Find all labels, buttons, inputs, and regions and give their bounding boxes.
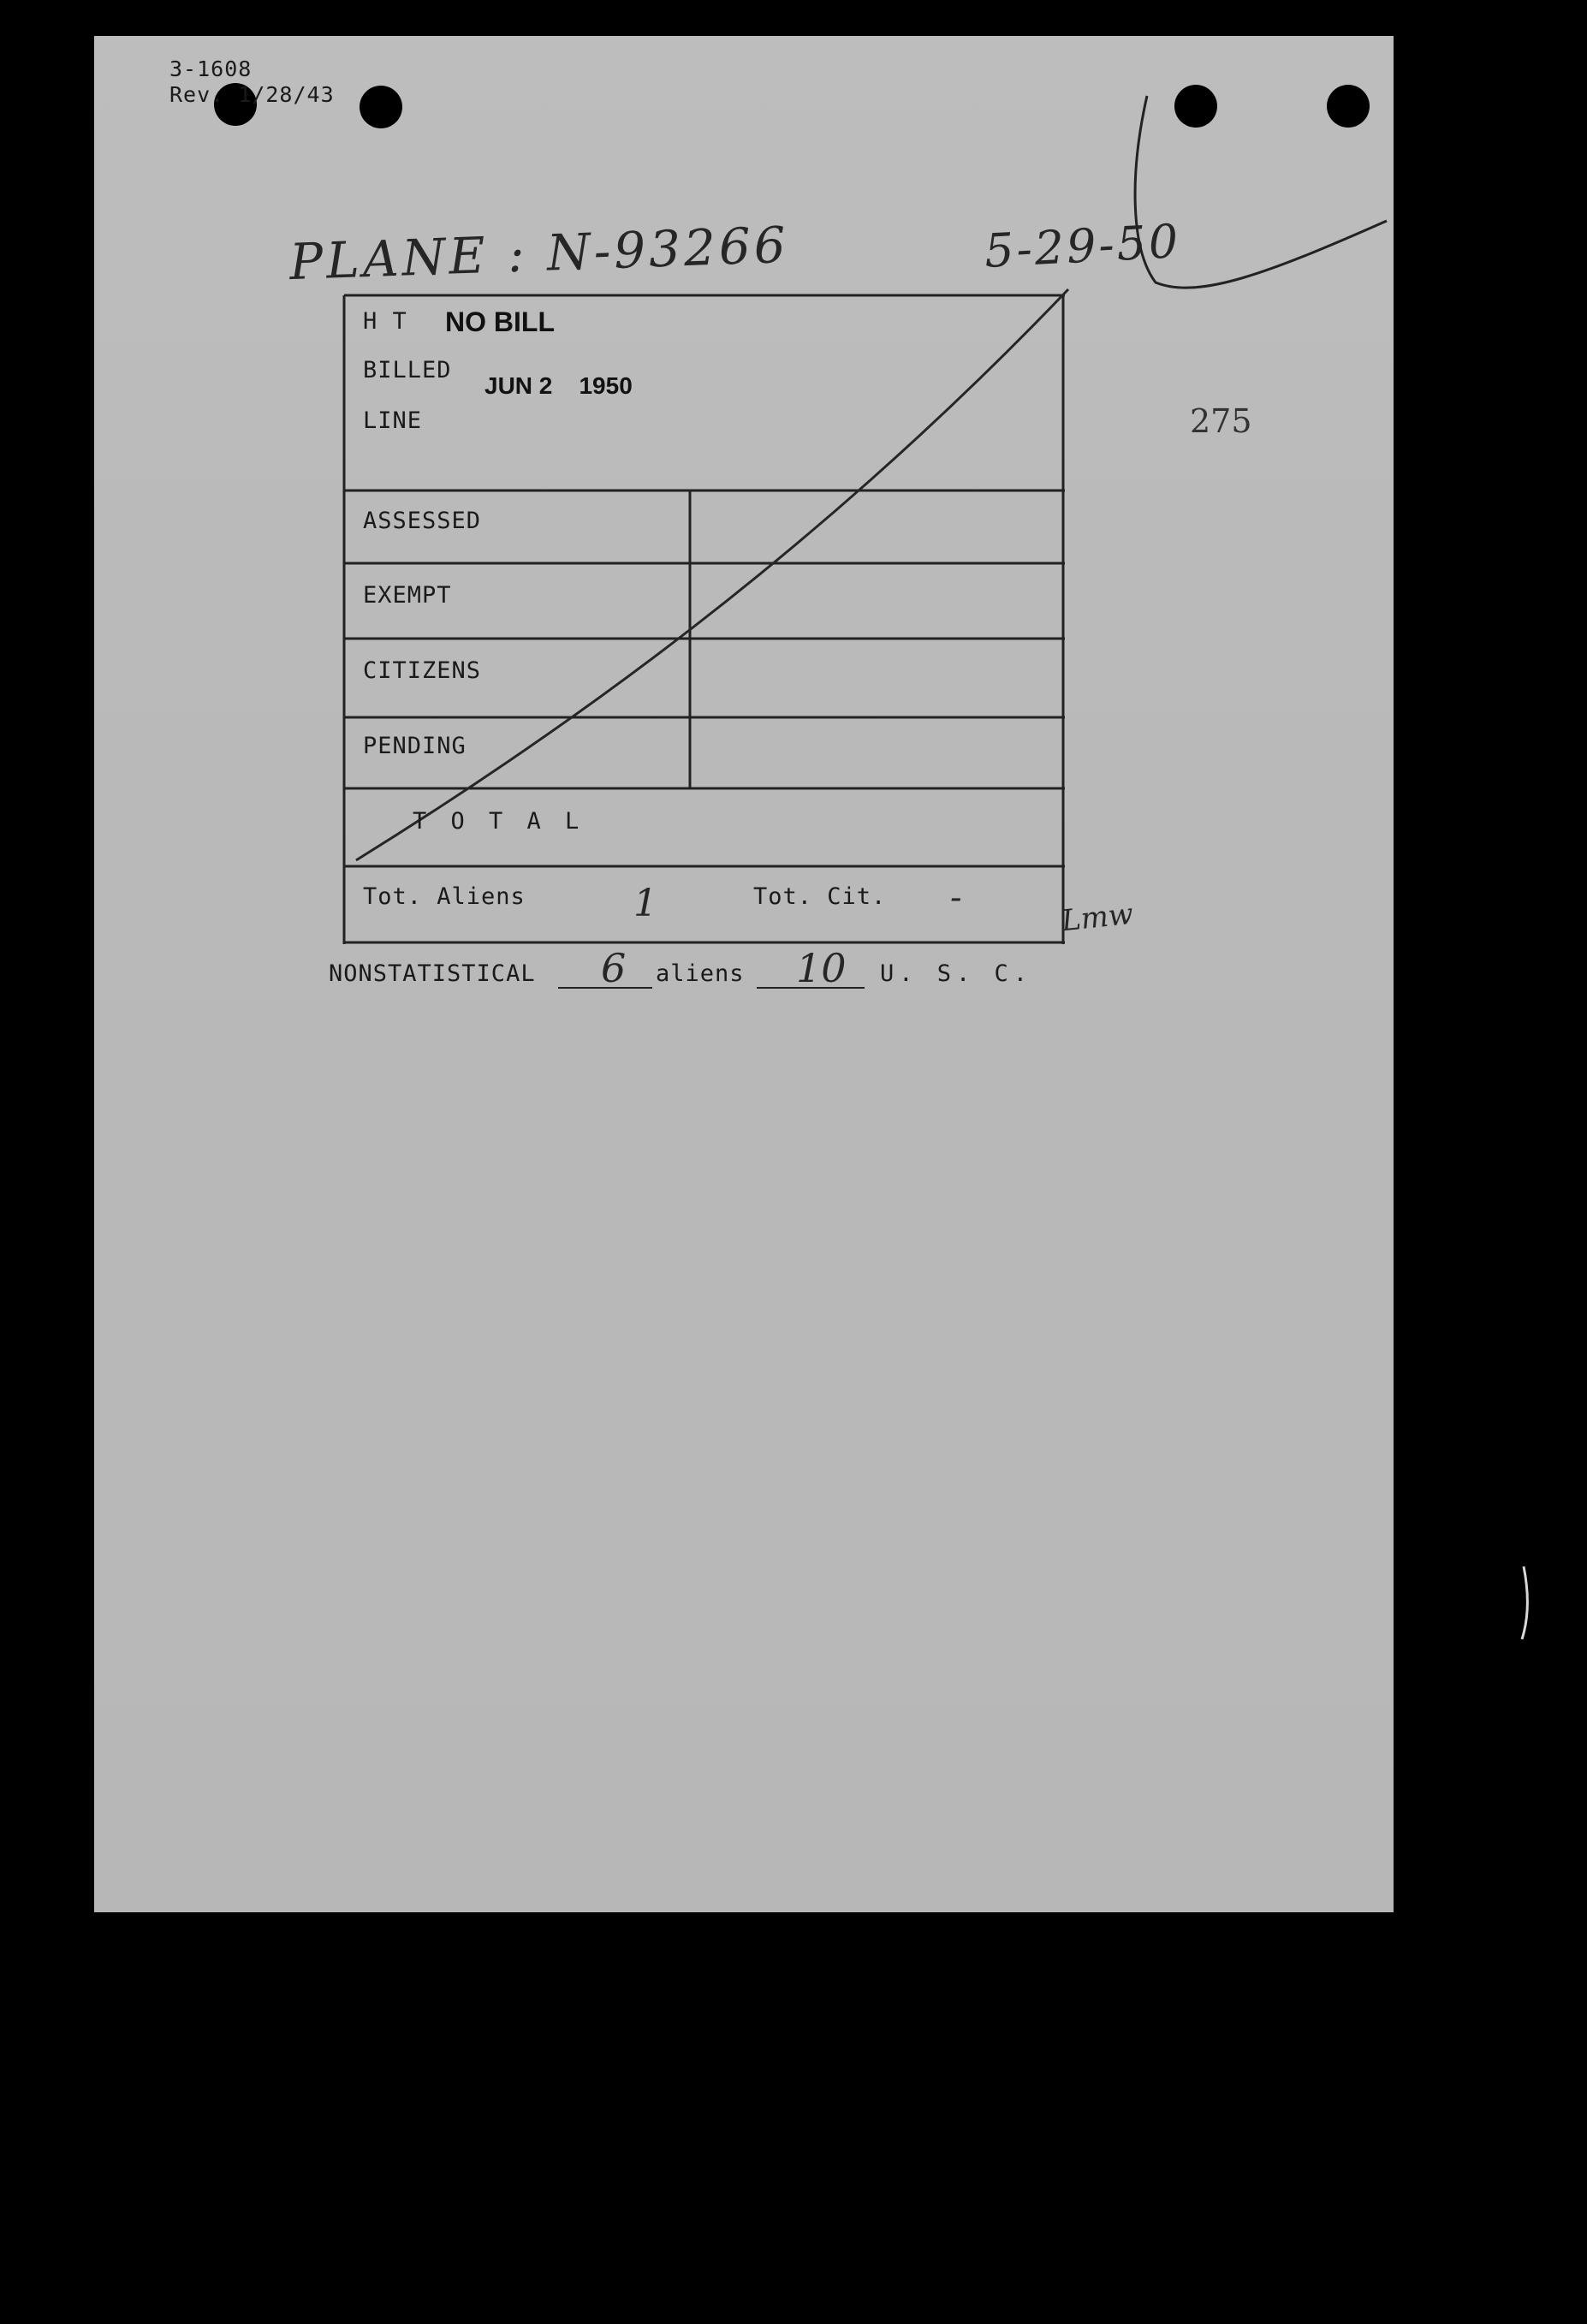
no-bill-stamp: NO BILL [445, 306, 555, 337]
edge-mark [1522, 1566, 1527, 1639]
page-number: 275 [1190, 402, 1252, 440]
ht-label: H T [363, 308, 407, 335]
form-revision: Rev. 1/28/43 [169, 82, 335, 107]
plane-number-handwritten: PLANE : N-93266 [288, 215, 790, 292]
tot-cit-label: Tot. Cit. [753, 883, 887, 910]
citizens-label: CITIZENS [363, 657, 482, 684]
billed-label: BILLED [363, 357, 452, 383]
assessed-label: ASSESSED [363, 508, 482, 534]
initials-handwritten: Lmw [1060, 896, 1135, 939]
tot-aliens-label: Tot. Aliens [363, 883, 526, 910]
form-number: 3-1608 [169, 56, 253, 81]
total-label: T O T A L [413, 808, 585, 835]
aliens-label: aliens [656, 960, 745, 987]
nonstat-aliens-value: 6 [601, 945, 627, 991]
pending-label: PENDING [363, 733, 467, 759]
line-label: LINE [363, 407, 423, 434]
usc-label: U. S. C. [880, 960, 1033, 987]
nonstat-usc-value: 10 [796, 945, 847, 991]
diagonal-cancel-stroke [356, 289, 1068, 860]
tot-aliens-value: 1 [633, 882, 657, 925]
margin-bracket-stroke [1135, 96, 1387, 288]
tot-cit-value: - [950, 878, 962, 918]
nonstatistical-label: NONSTATISTICAL [329, 960, 536, 987]
exempt-label: EXEMPT [363, 582, 452, 609]
billed-date-stamp: JUN 2 1950 [484, 372, 633, 399]
date-handwritten: 5-29-50 [983, 214, 1182, 278]
